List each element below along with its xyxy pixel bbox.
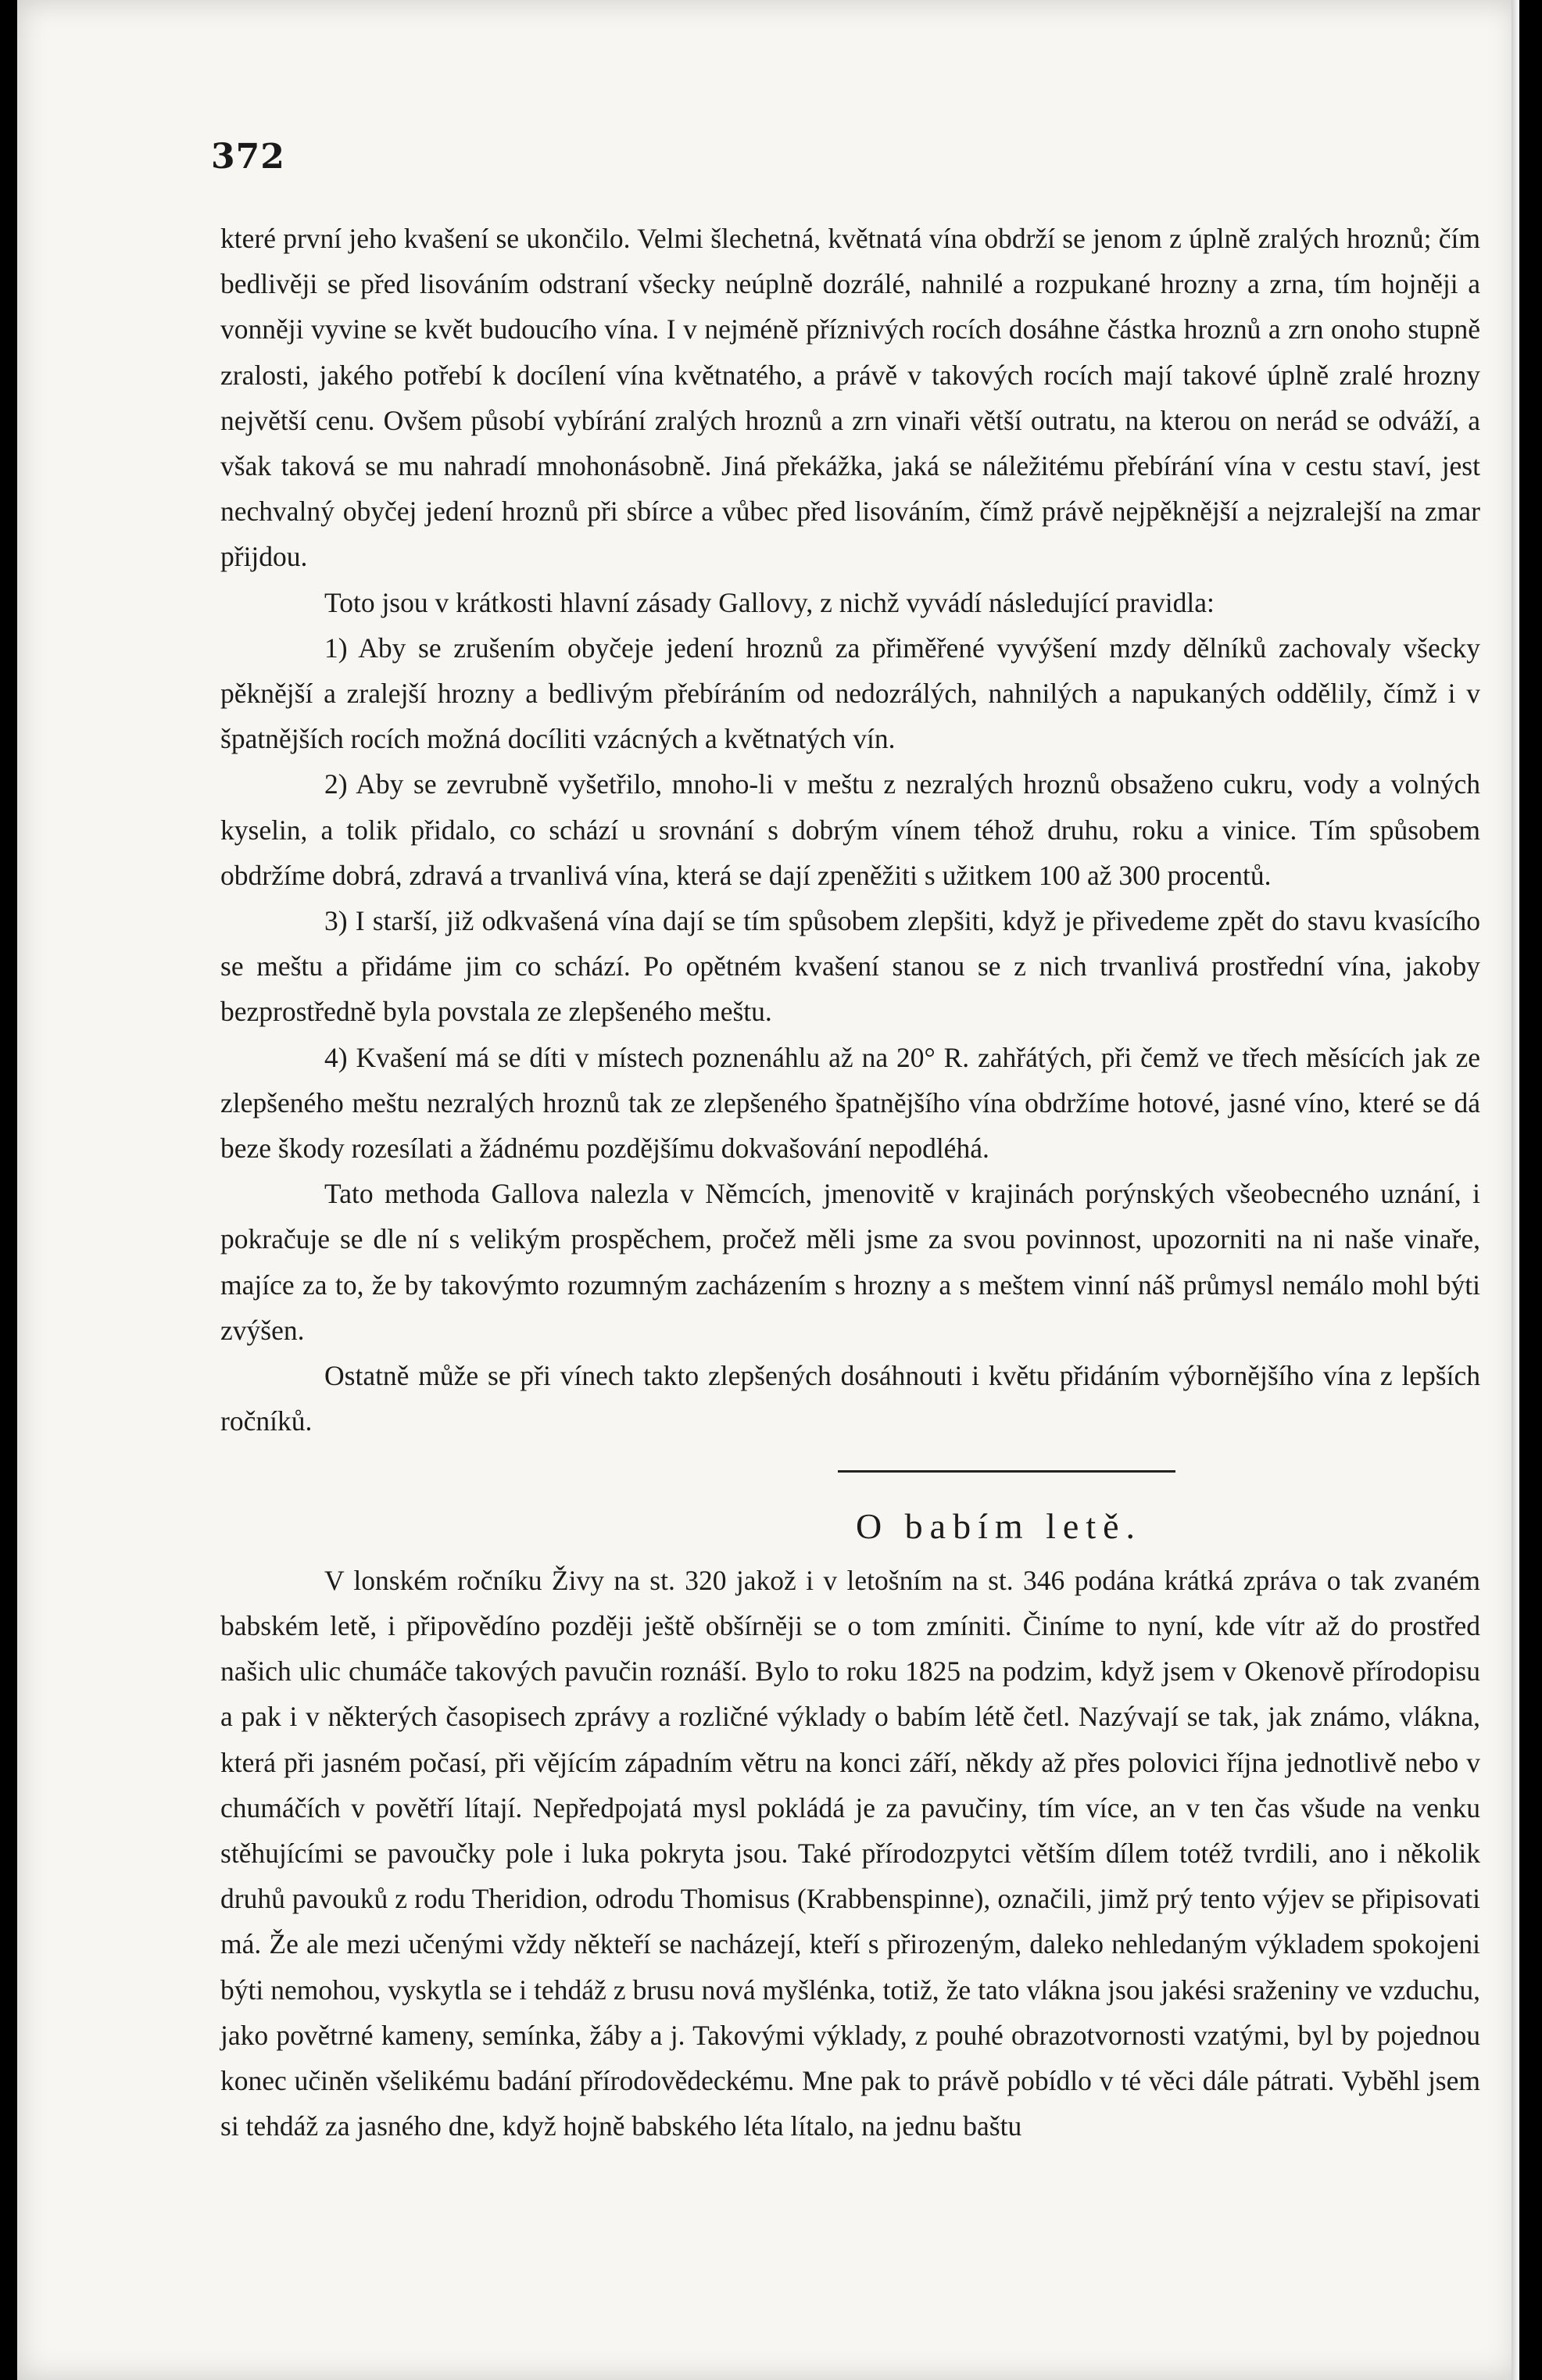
paragraph-babi-leto: V lonském ročníku Živy na st. 320 jakož i v letošním na st. 346 podána krátká zpráva o tak zvaném babském letě, i připovědíno později ještě obšírněji se o tom zmíniti. Činíme to nyní, kde vítr až do prostřed našich ulic chumáče takových pavučin roznáší. Bylo to roku 1825 na podzim, když jsem v Okenově přírodopisu a pak i v některých časopisech zprávy a rozličné výklady o babím létě četl. Nazývají se tak, jak známo, vlákna, která při jasném počasí, při vějícím západním větru na konci září, někdy až přes polovici října jednotlivě nebo v chumáčích v povětří lítají. Nepředpojatá mysl pokládá je za pavučiny, tím více, an v ten čas všude na venku stěhujícími se pavoučky pole i luka pokryta jsou. Také přírodozpytci větším dílem totéž tvrdili, ano i několik druhů pavouků z rodu Theridion, odrodu Thomisus (Krabbenspinne), označili, jimž prý tento výjev se připisovati má. Že ale mezi učenými vždy někteří se nacházejí, kteří s přirozeným, daleko nehledaným výkladem spokojeni býti nemohou, vyskytla se i tehdáž z brusu nová myšlénka, totiž, že tato vlákna jsou jakési sraženiny ve vzduchu, jako povětrné kameny, semínka, žáby a j. Takovými výklady, z pouhé obrazotvornosti vzatými, byl by pojednou konec učiněn všelikému badání přírodovědeckému. Mne pak to právě pobídlo v té věci dále pátrati. Vyběhl jsem si tehdáž za jasného dne, když hojně babského léta lítalo, na jednu baštu <box>220 1564 1480 2142</box>
page-number: 372 <box>211 137 285 177</box>
paragraph-continuation: které první jeho kvašení se ukončilo. Velmi šlechetná, květnatá vína obdrží se jenom z úplně zralých hroznů; čím bedlivěji se před lisováním odstraní všecky neúplně dozrálé, nahnilé a rozpukané hrozny a zrna, tím hojněji a vonněji vyvine se květ budoucího vína. I v nejméně příznivých rocích dosáhne částka hroznů a zrn onoho stupně zralosti, jakého potřebí k docílení vína květnatého, a právě v takových rocích mají takové úplně zralé hrozny největší cenu. Ovšem působí vybírání zralých hroznů a zrn vinaři větší outratu, na kterou on nerád se odváží, a však taková se mu nahradí mnohonásobně. Jiná překážka, jaká se náležitému přebírání vína v cestu staví, jest nechvalný obyčej jedení hroznů při sbírce a vůbec před lisováním, čímž právě nejpěknější a nejzralejší na zmar přijdou. <box>220 223 1480 573</box>
paragraph-rule-3: 3) I starší, již odkvašená vína dají se tím spůsobem zlepšiti, když je přivedeme zpět do stavu kvasícího se meštu a přidáme jim co schází. Po opětném kvašení stanou se z nich trvanlivá prostřední vína, jakoby bezprostředně byla povstala ze zlepšeného meštu. <box>220 905 1480 1028</box>
section-title: O babím letě. <box>855 1506 1143 1547</box>
page-edge <box>1512 0 1519 2380</box>
book-page <box>17 0 1519 2380</box>
article-body <box>220 216 1480 2149</box>
paragraph-rule-2: 2) Aby se zevrubně vyšetřilo, mnoho-li v meštu z nezralých hroznů obsaženo cukru, vody a volných kyselin, a tolik přidalo, co schází u srovnání s dobrým vínem téhož druhu, roku a vinice. Tím spůsobem obdržíme dobrá, zdravá a trvanlivá vína, která se dají zpeněžiti s užitkem 100 až 300 procentů. <box>220 768 1480 891</box>
paragraph-conclusion: Ostatně může se při vínech takto zlepšených dosáhnouti i květu přidáním výbornějšího vína z lepších ročníků. <box>220 1360 1480 1437</box>
paragraph-rule-1: 1) Aby se zrušením obyčeje jedení hroznů za přiměřené vyvýšení mzdy dělníků zachovaly všecky pěknější a zralejší hrozny a bedlivým přebíráním od nedozrálých, nahnilých a napukaných oddělily, čímž i v špatnějších rocích možná docíliti vzácných a květnatých vín. <box>220 632 1480 755</box>
paragraph-gall-principles: Toto jsou v krátkosti hlavní zásady Gallovy, z nichž vyvádí následující pravidla: <box>324 586 1215 618</box>
paragraph-gall-method: Tato methoda Gallova nalezla v Němcích, jmenovitě v krajinách porýnských všeobecného uznání, i pokračuje se dle ní s velikým prospěchem, pročež měli jsme za svou povinnost, upozorniti na ni naše vinaře, majíce za to, že by takovýmto rozumným zacházením s hrozny a s meštem vinní náš průmysl nemálo mohl býti zvýšen. <box>220 1178 1480 1346</box>
section-divider <box>838 1470 1175 1473</box>
paragraph-rule-4: 4) Kvašení má se díti v místech poznenáhlu až na 20° R. zahřátých, při čemž ve třech měsících jak ze zlepšeného meštu nezralých hroznů tak ze zlepšeného špatnějšího vína obdržíme hotové, jasné víno, které se dá beze škody rozesílati a žádnému pozdějšímu dokvašování nepodléhá. <box>220 1041 1480 1165</box>
